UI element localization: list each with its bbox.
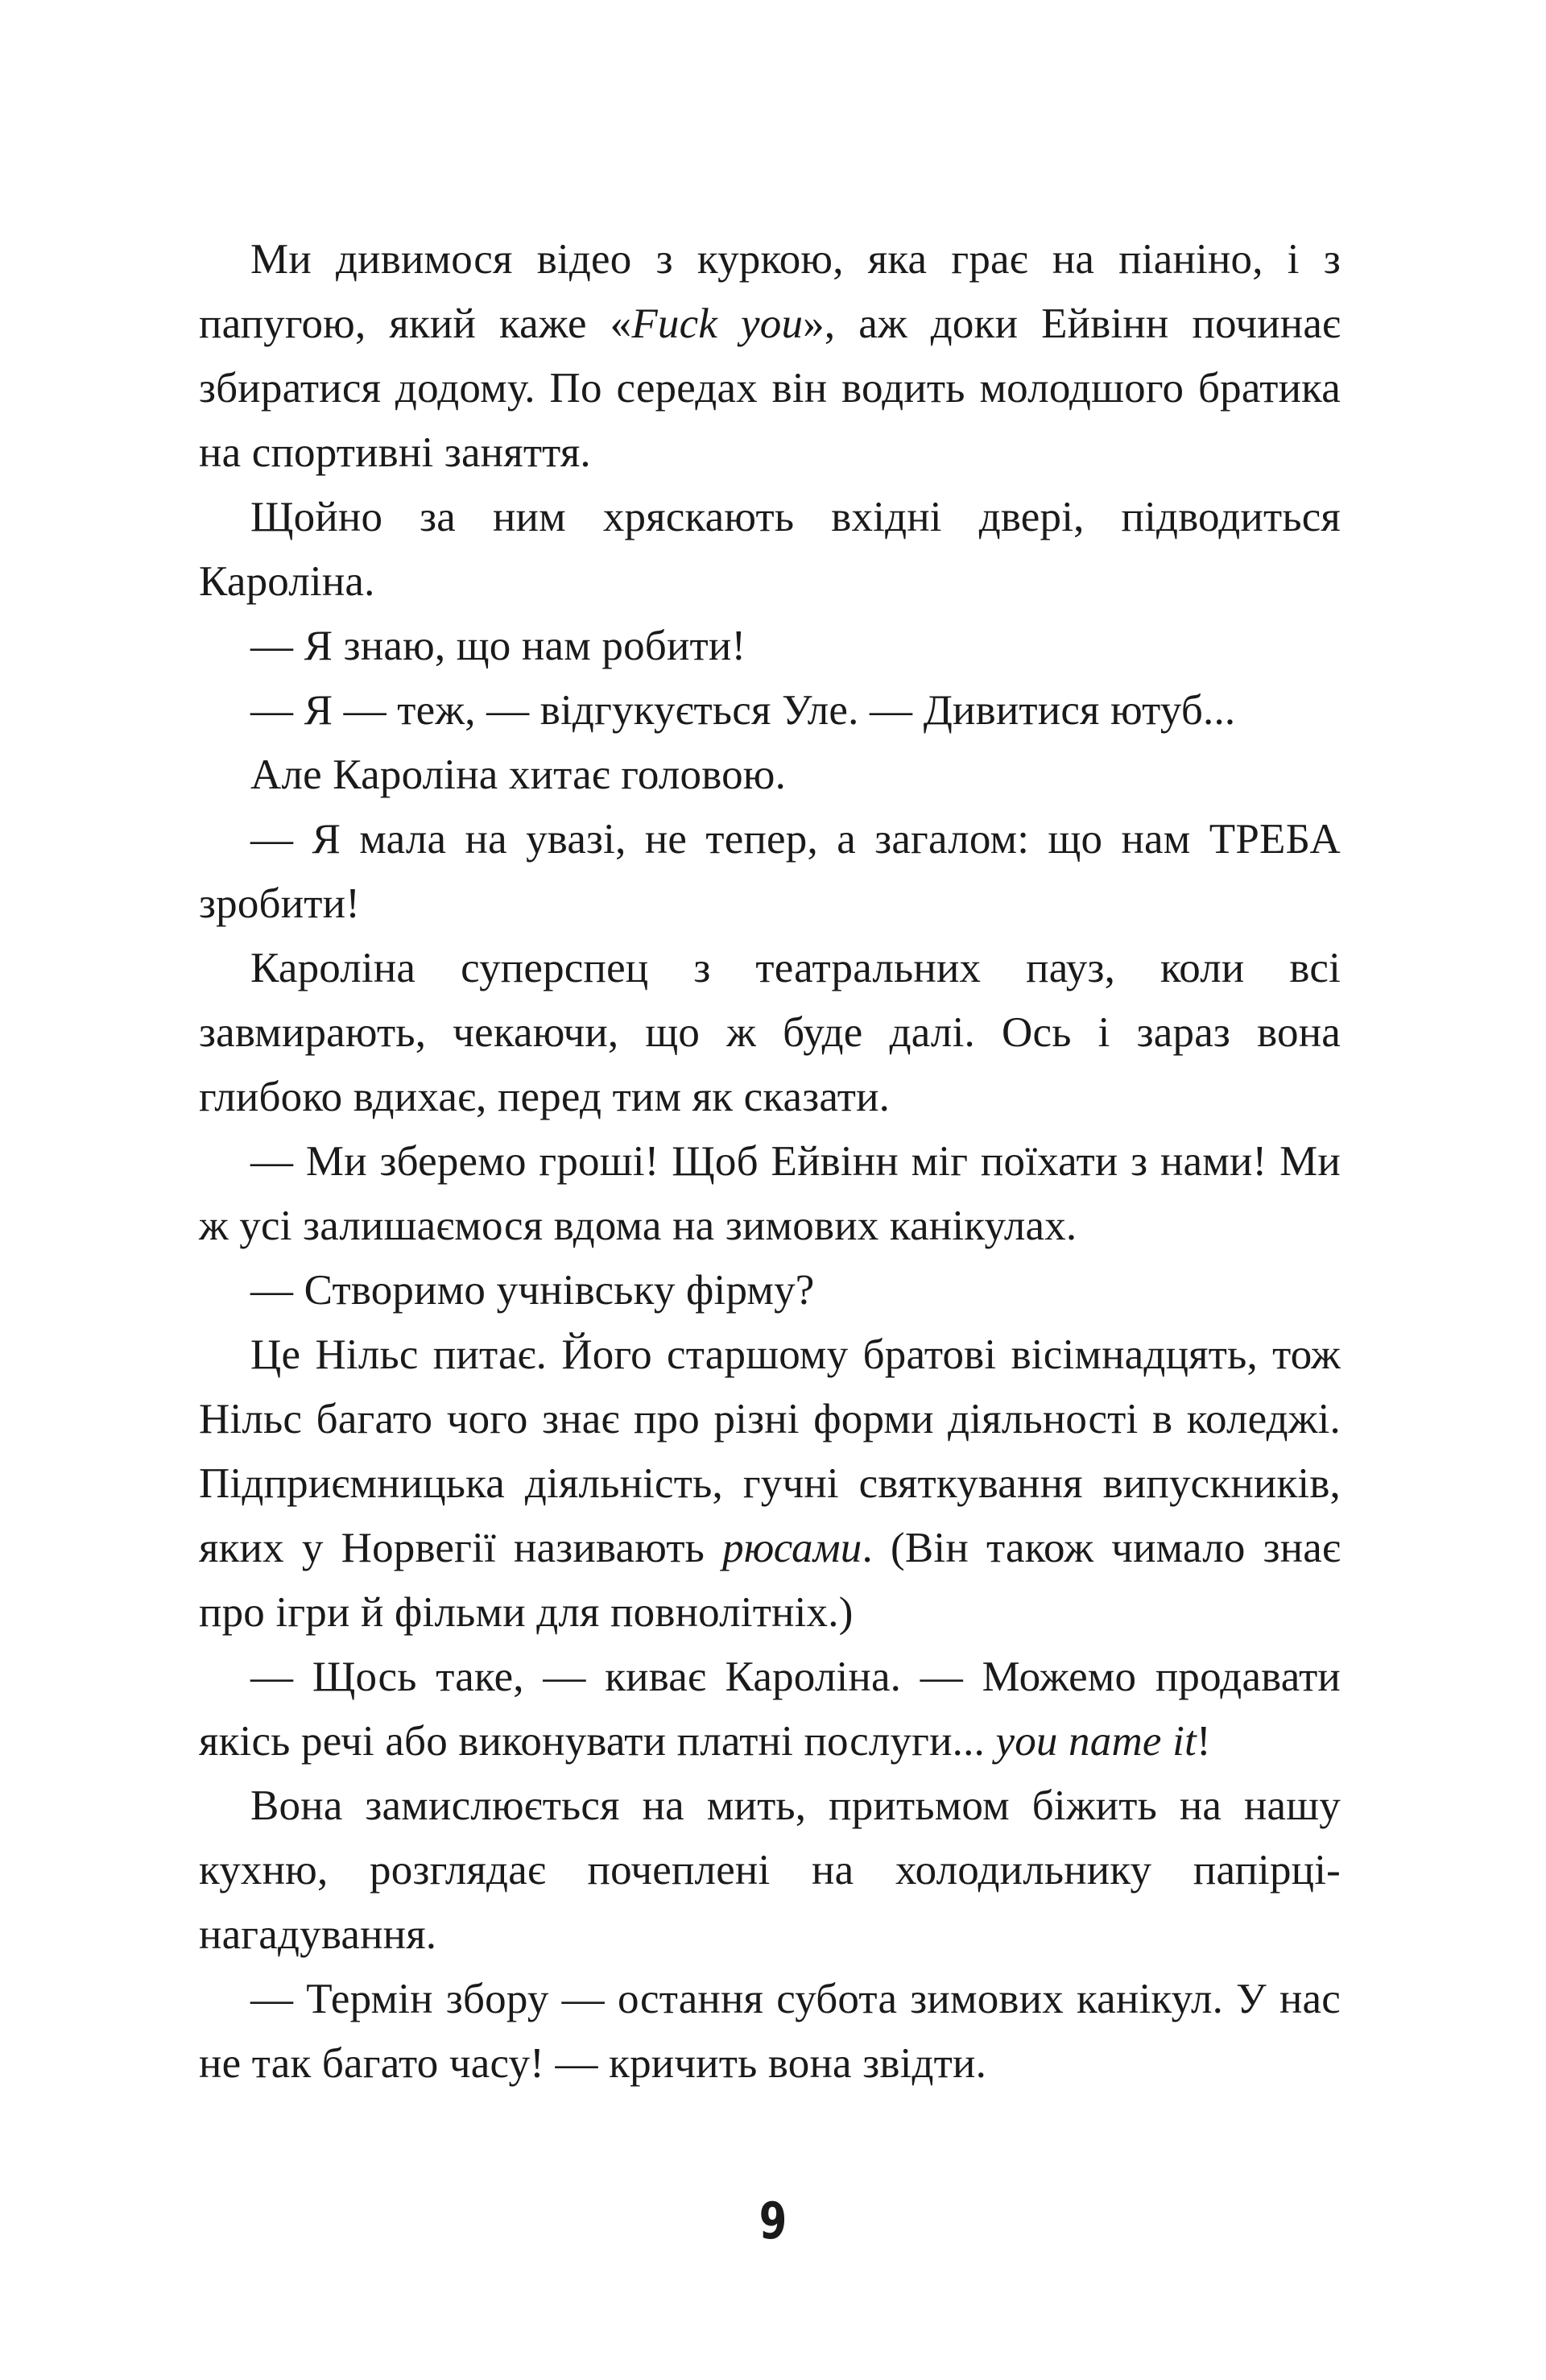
page-number: 9: [759, 2192, 787, 2250]
paragraph: [199, 936, 1341, 1129]
paragraph: [199, 743, 1341, 807]
italic-text-run: Fuck you: [631, 300, 804, 347]
dialogue-line: [199, 1645, 1341, 1774]
text-run: . (Він також чимало знає про ігри й фільми для повнолітніх.): [199, 1525, 1341, 1636]
text-run: — Я мала на увазі, не тепер, а загалом: що нам ТРЕБА зробити!: [199, 816, 1341, 927]
text-run: Але Кароліна хитає головою.: [250, 751, 787, 798]
dialogue-line: [199, 614, 1341, 678]
text-run: — Я — теж, — відгукується Уле. — Дивитися ютуб...: [250, 687, 1236, 734]
paragraph: [199, 485, 1341, 614]
paragraph: [199, 227, 1341, 485]
text-run: Щойно за ним хряскають вхідні двері, підводиться Кароліна.: [199, 494, 1341, 605]
text-run: — Я знаю, що нам робити!: [250, 623, 746, 669]
text-run: — Термін збору — остання субота зимових канікул. У нас не так багато часу! — кричить вона звідти.: [199, 1976, 1341, 2087]
text-run: Кароліна суперспец з театральних пауз, коли всі завмирають, чекаючи, що ж буде далі. Ось і зараз вона глибоко вдихає, перед тим як сказати.: [199, 945, 1341, 1120]
dialogue-line: [199, 1967, 1341, 2096]
dialogue-line: [199, 807, 1341, 936]
paragraph: [199, 1322, 1341, 1645]
dialogue-line: [199, 1258, 1341, 1322]
text-run: Вона замислюється на мить, притьмом біжить на нашу кухню, розглядає почеплені на холодильнику папірці-нагадування.: [199, 1782, 1341, 1958]
text-run: Це Нільс питає. Його старшому братові вісімнадцять, тож Нільс багато чого знає про різні форми діяльності в коледжі. Підприємницька діяльність, гучні святкування випускників, яких у Норвегії називають: [199, 1331, 1341, 1571]
text-run: — Ми зберемо гроші! Щоб Ейвінн міг поїхати з нами! Ми ж усі залишаємося вдома на зимових канікулах.: [199, 1138, 1341, 1249]
dialogue-line: [199, 678, 1341, 743]
text-run: — Створимо учнівську фірму?: [250, 1267, 815, 1314]
dialogue-line: [199, 1129, 1341, 1258]
text-run: Ми дивимося відео з куркою, яка грає на піаніно, і з папугою, який каже «: [199, 236, 1341, 347]
italic-text-run: you name it: [995, 1718, 1197, 1765]
body-text: [199, 227, 1341, 2096]
text-run: », аж доки Ейвінн починає збиратися додому. По середах він водить молодшого братика на спортивні заняття.: [199, 300, 1341, 476]
italic-text-run: рюсами: [722, 1525, 862, 1571]
text-run: !: [1196, 1718, 1211, 1765]
text-run: — Щось таке, — киває Кароліна. — Можемо продавати якісь речі або виконувати платні послуги...: [199, 1654, 1341, 1765]
paragraph: [199, 1774, 1341, 1967]
